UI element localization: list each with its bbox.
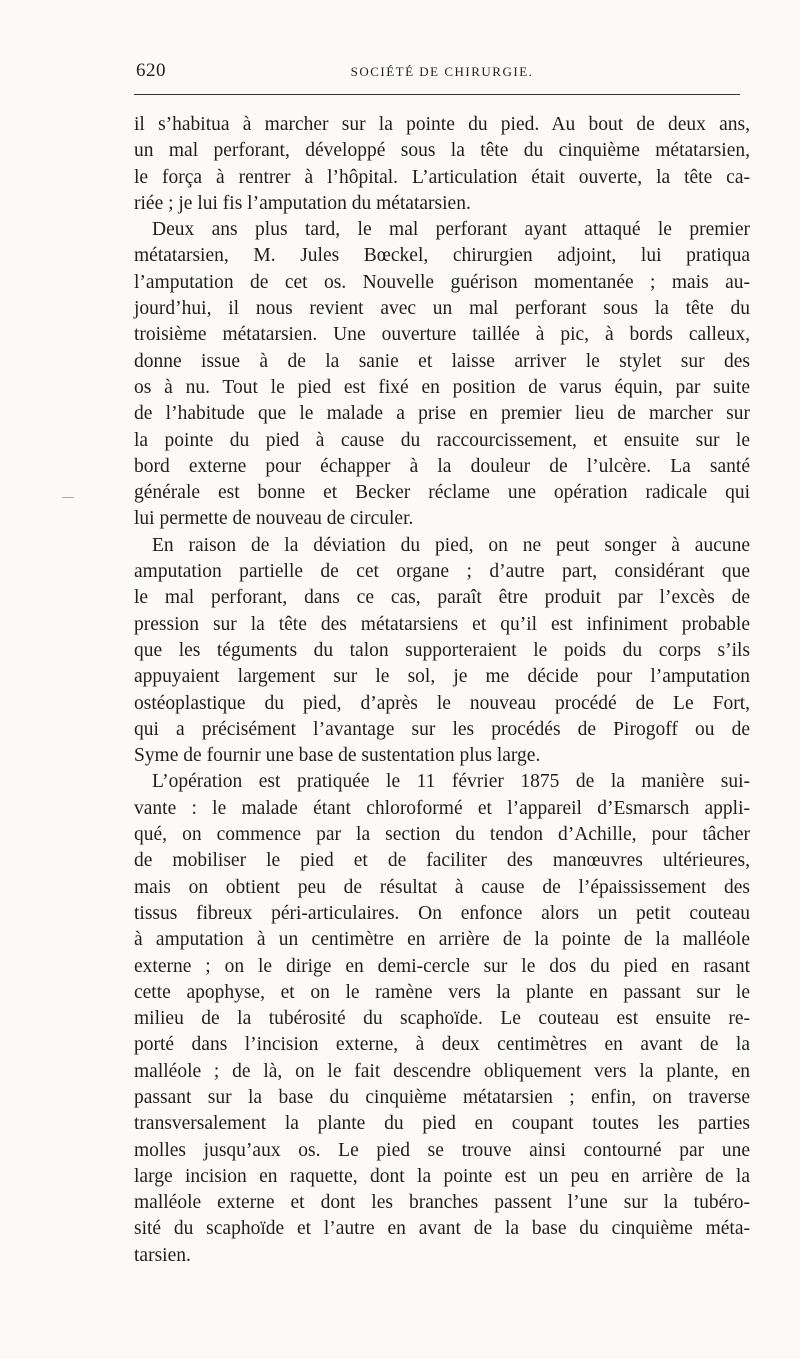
text-line: à amputation à un centimètre en arrière de la pointe de la malléole (134, 929, 750, 951)
running-head: SOCIÉTÉ DE CHIRURGIE. (350, 64, 534, 79)
text-line: molles jusqu’aux os. Le pied se trouve ainsi contourné par une (134, 1139, 750, 1161)
text-line: troisième métatarsien. Une ouverture taillée à pic, à bords calleux, (134, 324, 750, 346)
text-line: l’amputation de cet os. Nouvelle guérison momentanée ; mais au- (134, 271, 750, 293)
text-line: qué, on commence par la section du tendon d’Achille, pour tâcher (134, 824, 750, 846)
text-line: un mal perforant, développé sous la tête du cinquième métatarsien, (134, 140, 750, 162)
text-line: métatarsien, M. Jules Bœckel, chirurgien adjoint, lui pratiqua (134, 245, 750, 267)
page-header (136, 60, 748, 86)
text-line: jourd’hui, il nous revient avec un mal perforant sous la tête du (134, 298, 750, 320)
text-line: que les téguments du talon supporteraient le poids du corps s’ils (134, 639, 750, 661)
text-line: malléole ; de là, on le fait descendre obliquement vers la plante, en (134, 1060, 750, 1082)
text-line: tissus fibreux péri-articulaires. On enfonce alors un petit couteau (134, 902, 750, 924)
text-line: malléole externe et dont les branches passent l’une sur la tubéro- (134, 1192, 750, 1214)
text-line: porté dans l’incision externe, à deux centimètres en avant de la (134, 1034, 750, 1056)
text-line: externe ; on le dirige en demi-cercle sur le dos du pied en rasant (134, 955, 750, 977)
text-line: amputation partielle de cet organe ; d’autre part, considérant que (134, 561, 750, 583)
text-line: il s’habitua à marcher sur la pointe du pied. Au bout de deux ans, (134, 114, 750, 135)
text-line: cette apophyse, et on le ramène vers la plante en passant sur le (134, 981, 750, 1003)
text-line: lui permette de nouveau de circuler. (134, 508, 414, 530)
text-line: mais on obtient peu de résultat à cause de l’épaississement des (134, 876, 750, 898)
text-line: vante : le malade étant chloroformé et l’appareil d’Esmarsch appli- (134, 797, 750, 819)
text-line: Syme de fournir une base de sustentation plus large. (134, 745, 541, 767)
text-line: appuyaient largement sur le sol, je me décide pour l’amputation (134, 666, 750, 688)
text-line: générale est bonne et Becker réclame une opération radicale qui (134, 482, 750, 504)
text-line: donne issue à de la sanie et laisse arriver le stylet sur des (134, 350, 750, 372)
text-line: tarsien. (134, 1244, 191, 1266)
text-line: de mobiliser le pied et de faciliter des manœuvres ultérieures, (134, 850, 750, 872)
text-line: qui a précisément l’avantage sur les procédés de Pirogoff ou de (134, 718, 750, 740)
text-line: passant sur la base du cinquième métatarsien ; enfin, on traverse (134, 1086, 750, 1108)
text-line: milieu de la tubérosité du scaphoïde. Le couteau est ensuite re- (134, 1008, 750, 1030)
text-line: pression sur la tête des métatarsiens et qu’il est infiniment probable (134, 613, 750, 635)
text-line: os à nu. Tout le pied est fixé en position de varus équin, par suite (134, 376, 750, 398)
text-line: le mal perforant, dans ce cas, paraît être produit par l’excès de (134, 587, 750, 609)
header-rule (134, 94, 740, 95)
text-line: large incision en raquette, dont la pointe est un peu en arrière de la (134, 1165, 750, 1187)
text-line: de l’habitude que le malade a prise en premier lieu de marcher sur (134, 403, 750, 425)
text-line: la pointe du pied à cause du raccourcissement, et ensuite sur le (134, 429, 750, 451)
text-line: sité du scaphoïde et l’autre en avant de la base du cinquième méta- (134, 1218, 750, 1240)
text-line: riée ; je lui fis l’amputation du métatarsien. (134, 192, 471, 214)
body-text (134, 112, 750, 1269)
text-line: Deux ans plus tard, le mal perforant ayant attaqué le premier (152, 219, 750, 241)
text-line: bord externe pour échapper à la douleur de l’ulcère. La santé (134, 455, 750, 477)
text-line: L’opération est pratiquée le 11 février 1875 de la manière sui- (152, 771, 750, 793)
page-number: 620 (136, 60, 166, 81)
margin-mark (62, 497, 74, 498)
text-line: ostéoplastique du pied, d’après le nouveau procédé de Le Fort, (134, 692, 750, 714)
text-line: transversalement la plante du pied en coupant toutes les parties (134, 1113, 750, 1135)
text-line: En raison de la déviation du pied, on ne peut songer à aucune (152, 534, 750, 556)
text-line: le força à rentrer à l’hôpital. L’articulation était ouverte, la tête ca- (134, 166, 750, 188)
